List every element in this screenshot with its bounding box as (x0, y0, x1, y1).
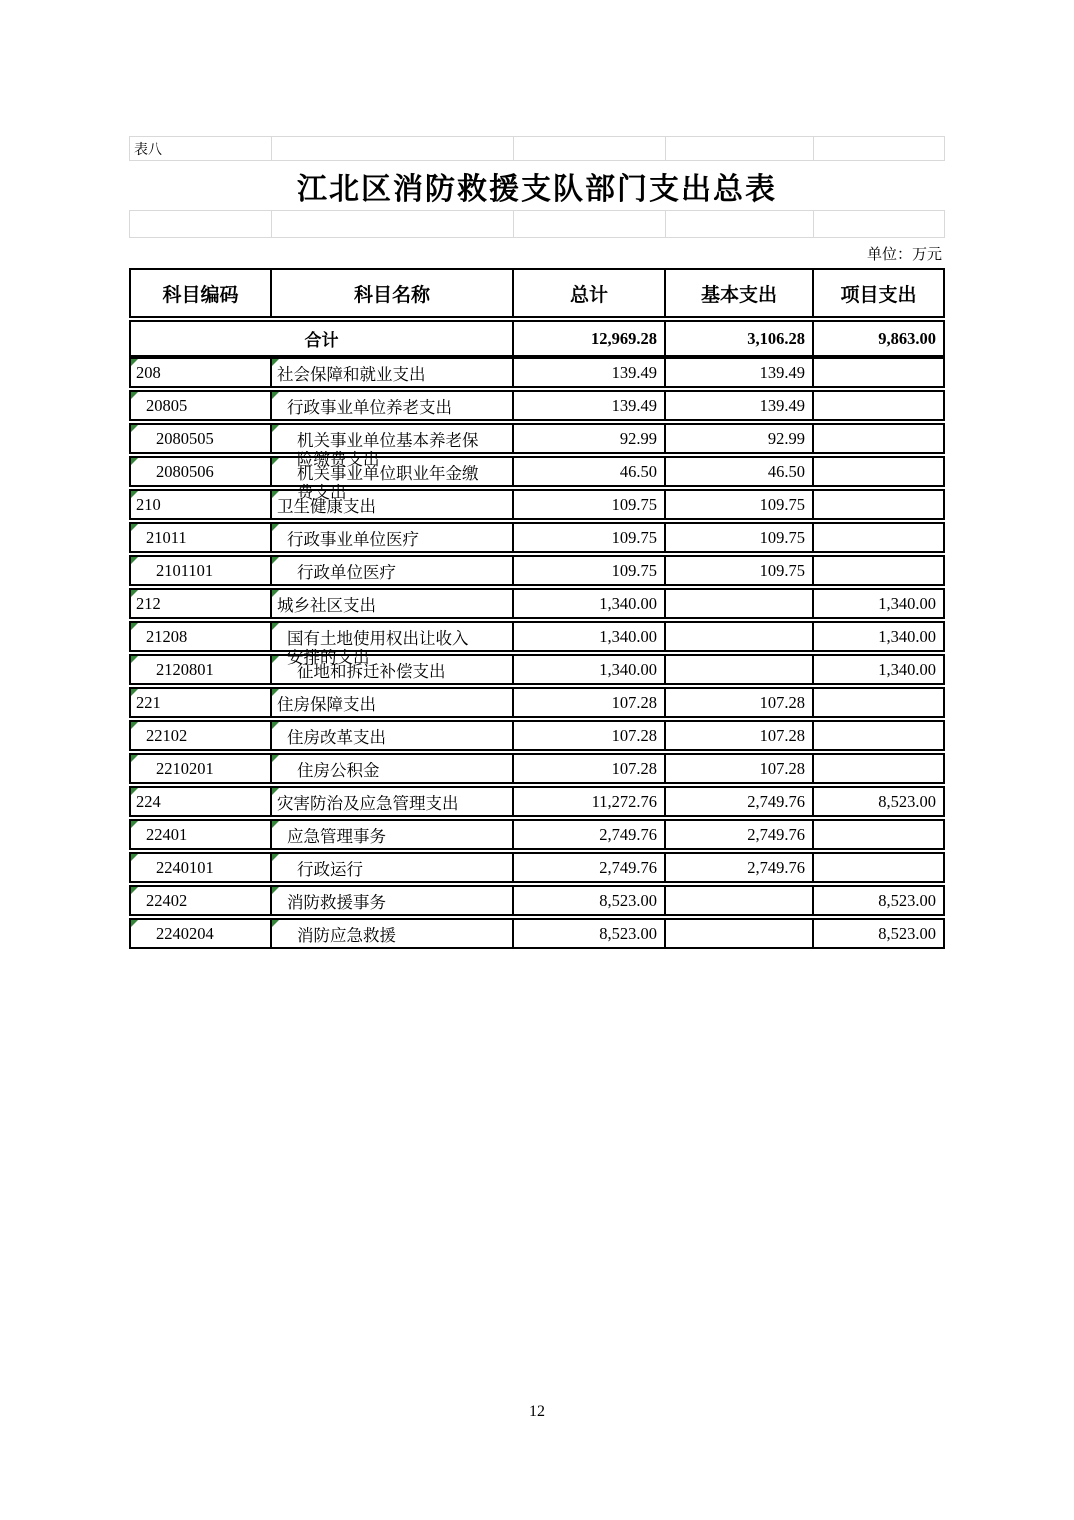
project-value-cell: 8,523.00 (878, 791, 936, 811)
table-row (129, 390, 945, 421)
subject-name-cell: 消防救援事务 (272, 887, 514, 914)
subject-name-cell: 机关事业单位职业年金缴 费支出 (272, 458, 514, 485)
grand-total-total: 12,969.28 (514, 322, 666, 355)
basic-value-cell: 109.75 (666, 491, 814, 518)
subject-name-cell: 住房改革支出 (272, 722, 514, 749)
header-total: 总计 (514, 270, 666, 316)
project-value-cell (814, 491, 943, 518)
error-indicator-icon (131, 689, 138, 696)
empty-grid-row (129, 211, 945, 238)
basic-value-cell (666, 887, 814, 914)
project-value-cell (814, 755, 943, 782)
basic-value-cell: 139.49 (666, 359, 814, 386)
grand-total-label: 合计 (131, 322, 514, 355)
error-indicator-icon (131, 557, 138, 564)
total-value-cell: 1,340.00 (514, 590, 666, 617)
header-subject-name: 科目名称 (272, 270, 514, 316)
total-value-cell: 92.99 (514, 425, 666, 452)
table-row (129, 786, 945, 817)
table-row (129, 522, 945, 553)
subject-name-cell: 住房公积金 (272, 755, 514, 782)
subject-name-cell: 征地和拆迁补偿支出 (272, 656, 514, 683)
grand-total-project: 9,863.00 (878, 328, 936, 348)
error-indicator-icon (131, 854, 138, 861)
project-value-cell (814, 689, 943, 716)
error-indicator-icon (131, 788, 138, 795)
table-row (129, 489, 945, 520)
subject-code-cell: 224 (131, 788, 272, 815)
subject-code-cell: 2120801 (131, 656, 272, 683)
sheet-label: 表八 (129, 137, 272, 160)
basic-value-cell: 2,749.76 (666, 788, 814, 815)
table-row (129, 654, 945, 685)
basic-value-cell: 2,749.76 (666, 821, 814, 848)
error-indicator-icon (131, 722, 138, 729)
table-header-row (129, 268, 945, 318)
error-indicator-icon (131, 887, 138, 894)
total-value-cell: 109.75 (514, 491, 666, 518)
total-value-cell: 1,340.00 (514, 623, 666, 650)
subject-name-cell: 行政单位医疗 (272, 557, 514, 584)
basic-value-cell: 107.28 (666, 755, 814, 782)
basic-value-cell: 92.99 (666, 425, 814, 452)
table-row (129, 588, 945, 619)
basic-value-cell (666, 656, 814, 683)
project-value-cell (814, 524, 943, 551)
total-value-cell: 2,749.76 (514, 854, 666, 881)
error-indicator-icon (131, 821, 138, 828)
table-row (129, 423, 945, 469)
error-indicator-icon (131, 590, 138, 597)
error-indicator-icon (131, 524, 138, 531)
basic-value-cell (666, 590, 814, 617)
table-row (129, 555, 945, 586)
subject-name-cell: 社会保障和就业支出 (272, 359, 514, 386)
subject-name-cell: 消防应急救援 (272, 920, 514, 947)
subject-code-cell: 2210201 (131, 755, 272, 782)
basic-value-cell: 46.50 (666, 458, 814, 485)
subject-code-cell: 22102 (131, 722, 272, 749)
subject-code-cell: 2101101 (131, 557, 272, 584)
error-indicator-icon (131, 920, 138, 927)
total-value-cell: 107.28 (514, 689, 666, 716)
grand-total-row (129, 320, 945, 357)
header-basic-expenditure: 基本支出 (666, 270, 814, 316)
project-value-cell (814, 458, 943, 485)
subject-code-cell: 208 (131, 359, 272, 386)
project-value-cell (814, 722, 943, 749)
total-value-cell: 109.75 (514, 557, 666, 584)
total-value-cell: 107.28 (514, 755, 666, 782)
error-indicator-icon (131, 755, 138, 762)
total-value-cell: 1,340.00 (514, 656, 666, 683)
table-row (129, 720, 945, 751)
basic-value-cell (666, 623, 814, 650)
basic-value-cell: 107.28 (666, 722, 814, 749)
subject-code-cell: 22401 (131, 821, 272, 848)
unit-note: 单位：万元 (866, 246, 942, 263)
project-value-cell (814, 425, 943, 452)
project-value-cell (814, 359, 943, 386)
subject-name-cell: 行政事业单位养老支出 (272, 392, 514, 419)
subject-name-cell: 行政事业单位医疗 (272, 524, 514, 551)
subject-code-cell: 210 (131, 491, 272, 518)
project-value-cell: 8,523.00 (878, 890, 936, 910)
total-value-cell: 2,749.76 (514, 821, 666, 848)
total-value-cell: 11,272.76 (514, 788, 666, 815)
total-value-cell: 139.49 (514, 359, 666, 386)
error-indicator-icon (131, 359, 138, 366)
title-row (129, 161, 945, 211)
total-value-cell: 107.28 (514, 722, 666, 749)
total-value-cell: 8,523.00 (514, 920, 666, 947)
basic-value-cell: 107.28 (666, 689, 814, 716)
error-indicator-icon (131, 392, 138, 399)
header-project-expenditure: 项目支出 (840, 284, 917, 306)
subject-name-cell: 灾害防治及应急管理支出 (272, 788, 514, 815)
page-title: 江北区消防救援支队部门支出总表 (297, 172, 777, 206)
subject-name-cell: 行政运行 (272, 854, 514, 881)
error-indicator-icon (131, 425, 138, 432)
total-value-cell: 46.50 (514, 458, 666, 485)
subject-name-cell: 卫生健康支出 (272, 491, 514, 518)
sheet-label-row (129, 136, 945, 161)
total-value-cell: 139.49 (514, 392, 666, 419)
grand-total-basic: 3,106.28 (666, 322, 814, 355)
subject-code-cell: 21208 (131, 623, 272, 650)
project-value-cell: 1,340.00 (878, 659, 936, 679)
table-row (129, 687, 945, 718)
header-subject-code: 科目编码 (131, 270, 272, 316)
basic-value-cell: 139.49 (666, 392, 814, 419)
table-body (129, 357, 945, 949)
basic-value-cell: 109.75 (666, 524, 814, 551)
subject-code-cell: 221 (131, 689, 272, 716)
project-value-cell (814, 557, 943, 584)
error-indicator-icon (131, 656, 138, 663)
table-row (129, 621, 945, 667)
basic-value-cell: 109.75 (666, 557, 814, 584)
error-indicator-icon (131, 491, 138, 498)
project-value-cell: 1,340.00 (878, 593, 936, 613)
subject-code-cell: 212 (131, 590, 272, 617)
subject-code-cell: 2080505 (131, 425, 272, 452)
page-number: 12 (529, 1403, 545, 1420)
subject-code-cell: 2080506 (131, 458, 272, 485)
table-row (129, 885, 945, 916)
table-row (129, 852, 945, 883)
subject-code-cell: 2240101 (131, 854, 272, 881)
subject-code-cell: 2240204 (131, 920, 272, 947)
subject-code-cell: 22402 (131, 887, 272, 914)
error-indicator-icon (131, 458, 138, 465)
subject-name-cell: 国有土地使用权出让收入 安排的支出 (272, 623, 514, 650)
total-value-cell: 109.75 (514, 524, 666, 551)
table-row (129, 357, 945, 388)
table-row (129, 819, 945, 850)
error-indicator-icon (131, 623, 138, 630)
table-row (129, 918, 945, 949)
project-value-cell (814, 392, 943, 419)
subject-code-cell: 20805 (131, 392, 272, 419)
basic-value-cell: 2,749.76 (666, 854, 814, 881)
subject-code-cell: 21011 (131, 524, 272, 551)
budget-sheet (129, 136, 945, 949)
subject-name-cell: 应急管理事务 (272, 821, 514, 848)
subject-name-cell: 机关事业单位基本养老保 险缴费支出 (272, 425, 514, 452)
subject-name-cell: 住房保障支出 (272, 689, 514, 716)
project-value-cell (814, 854, 943, 881)
project-value-cell: 8,523.00 (878, 923, 936, 943)
project-value-cell: 1,340.00 (878, 626, 936, 646)
table-row (129, 753, 945, 784)
subject-name-cell: 城乡社区支出 (272, 590, 514, 617)
total-value-cell: 8,523.00 (514, 887, 666, 914)
basic-value-cell (666, 920, 814, 947)
project-value-cell (814, 821, 943, 848)
table-row (129, 456, 945, 502)
